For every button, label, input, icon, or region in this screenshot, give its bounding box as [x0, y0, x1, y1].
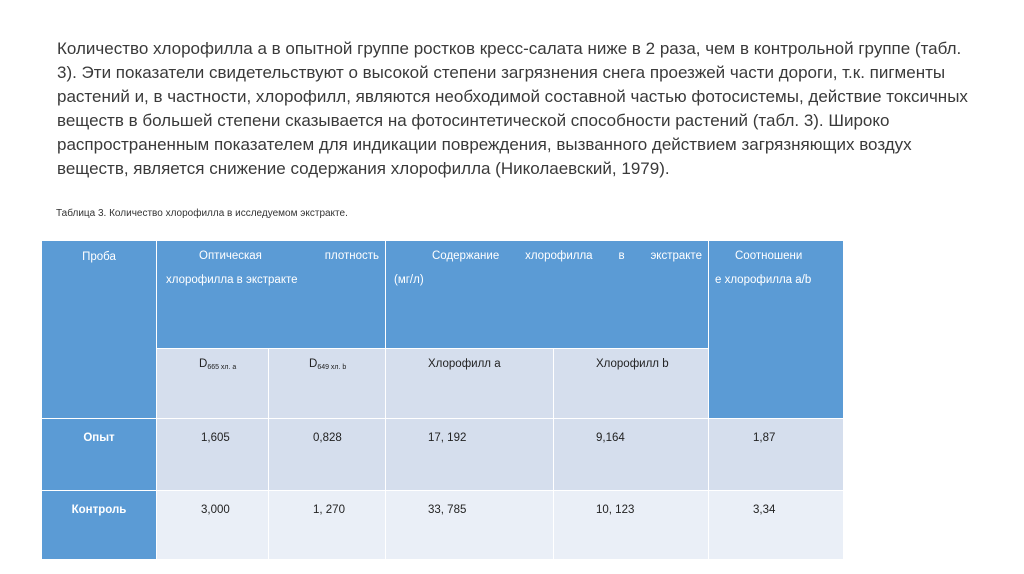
cell-d665: 3,000 — [157, 491, 269, 560]
subheader-d649: $D_{649 хл. b}$ — [269, 349, 386, 419]
row-label: Контроль — [42, 491, 157, 560]
cell-chlorophyll-a: 33, 785 — [386, 491, 554, 560]
subheader-chlorophyll-a: Хлорофилл а — [386, 349, 554, 419]
cell-chlorophyll-b: 10, 123 — [554, 491, 709, 560]
cell-chlorophyll-a: 17, 192 — [386, 419, 554, 491]
header-sample: Проба — [42, 241, 157, 419]
subheader-d665: $D_{665 хл. а}$ — [157, 349, 269, 419]
row-label: Опыт — [42, 419, 157, 491]
cell-d649: 0,828 — [269, 419, 386, 491]
cell-chlorophyll-b: 9,164 — [554, 419, 709, 491]
header-optical-density: Оптическая плотность хлорофилла в экстракте — [157, 241, 386, 349]
header-chlorophyll-content: Содержание хлорофилла в экстракте (мг/л) — [386, 241, 709, 349]
cell-ratio: 1,87 — [709, 419, 844, 491]
table-row — [42, 419, 844, 491]
table-caption: Таблица 3. Количество хлорофилла в исследуемом экстракте. — [56, 208, 348, 219]
cell-d649: 1, 270 — [269, 491, 386, 560]
body-paragraph: Количество хлорофилла а в опытной группе ростков кресс-салата ниже в 2 раза, чем в контрольной группе (табл. 3). Эти показатели свидетельствуют о высокой степени загрязнения снега проезжей части дороги, т.к. пигменты растений и, в частности, хлорофилл, являются необходимой составной частью фотосистемы, действие токсичных веществ в большей степени сказывается на фотосинтетической способности растений (табл. 3). Широко распространенным показателем для индикации повреждения, вызванного действием загрязняющих воздух веществ, является снижение содержания хлорофилла (Николаевский, 1979). — [57, 39, 968, 178]
subheader-chlorophyll-b: Хлорофилл b — [554, 349, 709, 419]
table-row — [42, 491, 844, 560]
header-optical-line1: Оптическая плотность — [199, 250, 379, 262]
cell-ratio: 3,34 — [709, 491, 844, 560]
cell-d665: 1,605 — [157, 419, 269, 491]
header-ratio: Соотношени е хлорофилла а/b — [709, 241, 844, 419]
header-content-line1: Содержание хлорофилла в экстракте — [432, 250, 702, 262]
chlorophyll-table — [41, 240, 844, 560]
